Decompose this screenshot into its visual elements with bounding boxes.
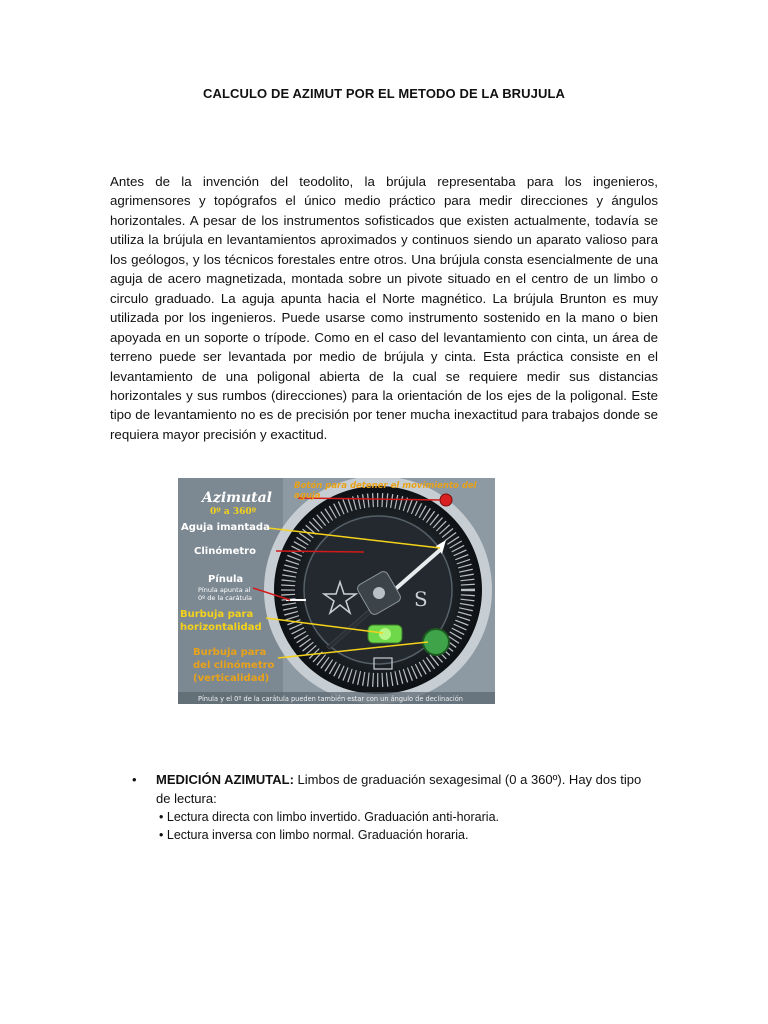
s-mark-icon: S (414, 587, 428, 611)
sub-bullet-2-text: Lectura inversa con limbo normal. Graduación horaria. (166, 828, 469, 842)
label-burbuja-h-line2: horizontalidad (180, 622, 262, 633)
bullet-list (132, 770, 658, 844)
sub-bullet-2 (132, 826, 658, 844)
label-pinula: Pínula (208, 574, 244, 585)
label-pinula-note1: Pínula apunta al (198, 586, 251, 594)
compass-diagram (178, 478, 495, 704)
brunton-compass-figure (178, 478, 495, 704)
label-burbuja-h-line1: Burbuja para (180, 609, 254, 620)
sub-bullet-marker: • (159, 810, 164, 824)
label-burbuja-c-line2: del clinómetro (193, 660, 275, 671)
label-boton-line2: aguja (294, 491, 321, 501)
label-boton-line1: Botón para detener el movimiento del (294, 481, 477, 491)
figure-range: 0º a 360º (210, 507, 257, 517)
figure-caption: Pínula y el 0º de la carátula pueden también estar con un ángulo de declinación (198, 695, 463, 703)
label-burbuja-c-line1: Burbuja para (193, 647, 267, 658)
bullet-heading: MEDICIÓN AZIMUTAL: (156, 772, 294, 787)
bullet-text: Limbos de graduación sexagesimal (0 a 360º). Hay dos tipo de lectura: (156, 772, 642, 806)
intro-paragraph: Antes de la invención del teodolito, la brújula representaba para los ingenieros, agrimensores y topógrafos el único medio práctico para medir direcciones y ángulos horizontales. A pesar de los instrumentos sofisticados que existen actualmente, todavía se utiliza la brújula en levantamientos aproximados y continuos siendo un aparato valioso para los geólogos, y los técnicos forestales entre otros. Una brújula consta esencialmente de una aguja de acero magnetizada, montada sobre un pivote situado en el centro de un limbo o circulo graduado. La aguja apunta hacia el Norte magnético. La brújula Brunton es muy utilizada por los ingenieros. Puede usarse como instrumento sostenido en la mano o bien apoyada en un soporte o trípode. Como en el caso del levantamiento con cinta, un área de terreno puede ser levantada por medio de brújula y cinta. Esta práctica consiste en el levantamiento de una poligonal abierta de la cual se requiere medir sus distancias horizontales y sus rumbos (direcciones) para la orientación de los ejes de la poligonal. Este tipo de levantamiento no es de precisión por tener mucha inexactitud para trabajos donde se requiera mayor precisión y exactitud. (110, 174, 658, 442)
figure-heading: Azimutal (202, 490, 272, 506)
clinometro-pointer-line (276, 551, 364, 552)
pivot-icon (373, 587, 385, 599)
stop-button-icon (440, 494, 452, 506)
bullet-marker: • (132, 772, 137, 787)
label-pinula-note2: 0º de la carátula (198, 594, 252, 602)
label-clinometro: Clinómetro (194, 546, 256, 557)
sub-bullet-1 (132, 808, 658, 826)
bullet-medicion-azimutal (132, 770, 658, 808)
sub-bullet-1-text: Lectura directa con limbo invertido. Graduación anti-horaria. (166, 810, 499, 824)
horizontal-bubble-air (379, 628, 391, 640)
document-title: CALCULO DE AZIMUT POR EL METODO DE LA BRUJULA (203, 86, 565, 101)
label-burbuja-c-line3: (verticalidad) (193, 673, 270, 684)
sub-bullet-marker: • (159, 828, 164, 842)
label-aguja: Aguja imantada (181, 522, 270, 533)
